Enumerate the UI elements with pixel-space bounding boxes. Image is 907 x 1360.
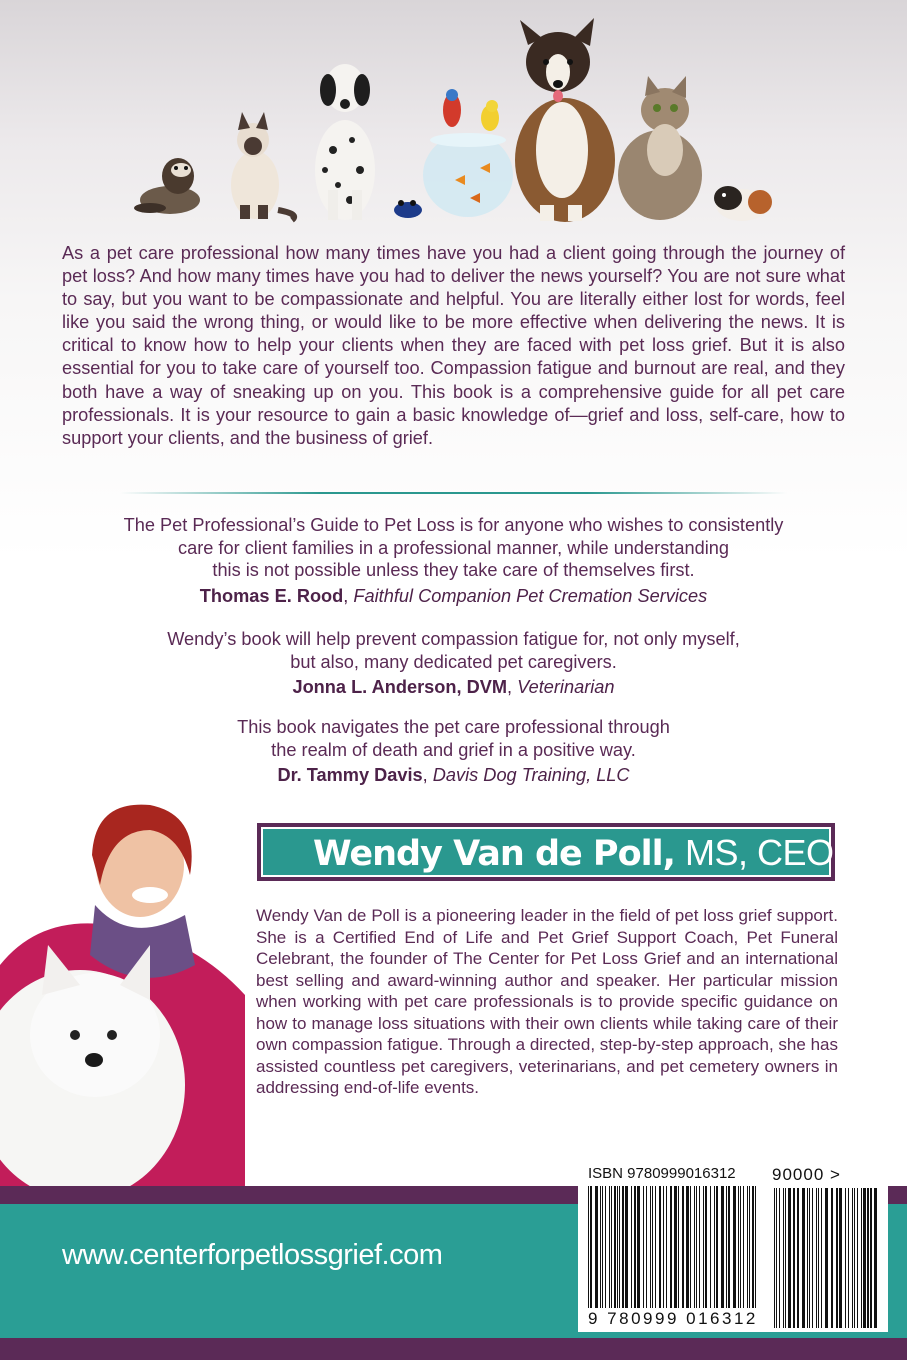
barcode-bar bbox=[740, 1186, 741, 1308]
footer-stripe-bottom bbox=[0, 1338, 907, 1360]
barcode-bar bbox=[818, 1188, 819, 1328]
barcode-bar bbox=[622, 1186, 624, 1308]
barcode-bar bbox=[611, 1186, 612, 1308]
barcode-bar bbox=[870, 1188, 872, 1328]
barcode-bar bbox=[703, 1186, 704, 1308]
isbn-label: ISBN 9780999016312 bbox=[588, 1165, 736, 1182]
barcode-bar bbox=[655, 1186, 656, 1308]
barcode-bar bbox=[852, 1188, 853, 1328]
testimonial-line: This book navigates the pet care professional through bbox=[237, 717, 670, 737]
barcode-bar bbox=[714, 1186, 715, 1308]
testimonial-anderson bbox=[40, 628, 867, 699]
author-name-banner bbox=[257, 823, 854, 881]
barcode-bar bbox=[839, 1188, 842, 1328]
barcode-bar bbox=[721, 1186, 724, 1308]
siamese-cat-illustration bbox=[231, 112, 294, 220]
barcode-bar bbox=[749, 1186, 750, 1308]
barcode-bar bbox=[807, 1188, 808, 1328]
tabby-cat-illustration bbox=[618, 76, 702, 220]
barcode-bar bbox=[670, 1186, 672, 1308]
author-bio: Wendy Van de Poll is a pioneering leader in the field of pet loss grief support. She is a Certified End of Life and Pet Grief Support Coach, Pet Funeral Celebrant, the founder of The Center for Pet Loss Grief and an international best selling and award-winning author and speaker. Her particular mission when working with pet care professionals is to provide specific guidance on how to manage loss situations with their own clients while taking care of their own compassion fatigue. Through a directed, step-by-step approach, she has assisted countless pet caregivers, veterinarians, and pet cemetery owners in addressing end-of-life events. bbox=[256, 906, 838, 1097]
barcode-bar bbox=[785, 1188, 786, 1328]
pet-illustration bbox=[0, 0, 907, 235]
barcode-bars bbox=[578, 1162, 888, 1332]
testimonial-attribution: Thomas E. Rood, Faithful Companion Pet Cremation Services bbox=[199, 585, 708, 606]
price-code: 90000 > bbox=[772, 1165, 841, 1184]
barcode-bar bbox=[797, 1188, 799, 1328]
barcode-bar bbox=[617, 1186, 618, 1308]
barcode-bar bbox=[812, 1188, 813, 1328]
testimonial-line: but also, many dedicated pet caregivers. bbox=[290, 651, 617, 672]
barcode-bar bbox=[605, 1186, 606, 1308]
testimonial-author: Jonna L. Anderson, DVM bbox=[292, 677, 508, 698]
barcode-bar bbox=[686, 1186, 689, 1308]
barcode-bar bbox=[788, 1188, 791, 1328]
author-credentials: MS, CEOL bbox=[685, 832, 854, 873]
barcode-bar bbox=[619, 1186, 620, 1308]
guinea-pig-illustration bbox=[714, 186, 772, 221]
testimonial-affiliation: Faithful Companion Pet Cremation Services bbox=[353, 585, 708, 606]
barcode-bar bbox=[643, 1186, 644, 1308]
testimonial-davis bbox=[40, 716, 867, 787]
barcode-bar bbox=[728, 1186, 730, 1308]
testimonial-attribution: Jonna L. Anderson, DVM, Veterinarian bbox=[292, 677, 615, 698]
barcode-bar bbox=[609, 1186, 610, 1308]
barcode-digits: 9 780999 016312 bbox=[588, 1309, 758, 1328]
barcode-bar bbox=[857, 1188, 858, 1328]
testimonial-line: the realm of death and grief in a positive way. bbox=[271, 739, 636, 760]
barcode-bar bbox=[663, 1186, 664, 1308]
barcode-bar bbox=[809, 1188, 810, 1328]
barcode-bar bbox=[690, 1186, 691, 1308]
barcode-bar bbox=[682, 1186, 684, 1308]
barcode-bar bbox=[733, 1186, 736, 1308]
barcode-bar bbox=[874, 1188, 877, 1328]
testimonial-affiliation: Davis Dog Training, LLC bbox=[432, 765, 630, 786]
barcode-bar bbox=[588, 1186, 589, 1308]
barcode-bar bbox=[600, 1186, 601, 1308]
barcode-bar bbox=[637, 1186, 640, 1308]
barcode-bar bbox=[752, 1186, 754, 1308]
barcode-bar bbox=[747, 1186, 748, 1308]
testimonial-line: The Pet Professional’s Guide to Pet Loss is for anyone who wishes to consistently bbox=[123, 515, 784, 535]
barcode-bar bbox=[861, 1188, 862, 1328]
barcode-bar bbox=[659, 1186, 661, 1308]
barcode-bar bbox=[854, 1188, 855, 1328]
barcode-bar bbox=[705, 1186, 707, 1308]
ferret-illustration bbox=[134, 158, 200, 214]
barcode-bar bbox=[710, 1186, 711, 1308]
barcode-bar bbox=[845, 1188, 846, 1328]
fishbowl-illustration bbox=[423, 89, 513, 217]
author-name-text: Wendy Van de Poll, bbox=[313, 834, 675, 874]
barcode-bar bbox=[650, 1186, 651, 1308]
barcode-bar bbox=[867, 1188, 869, 1328]
barcode-bar bbox=[793, 1188, 795, 1328]
barcode-bar bbox=[825, 1188, 828, 1328]
barcode-bar bbox=[634, 1186, 636, 1308]
testimonial-author: Dr. Tammy Davis bbox=[277, 765, 423, 786]
sheltie-dog-illustration bbox=[515, 18, 615, 222]
testimonial-author: Thomas E. Rood bbox=[199, 585, 344, 606]
barcode-bar bbox=[821, 1188, 822, 1328]
barcode-bar bbox=[666, 1186, 667, 1308]
testimonial-line: this is not possible unless they take care of themselves first. bbox=[212, 560, 695, 581]
barcode-bar bbox=[863, 1188, 866, 1328]
barcode-bar bbox=[625, 1186, 628, 1308]
barcode-bar bbox=[699, 1186, 700, 1308]
barcode-bar bbox=[595, 1186, 598, 1308]
barcode-bar bbox=[614, 1186, 616, 1308]
barcode-bar bbox=[743, 1186, 744, 1308]
frog-illustration bbox=[394, 200, 422, 218]
dalmatian-illustration bbox=[315, 64, 375, 220]
author-portrait bbox=[0, 795, 250, 1195]
website-link[interactable]: www.centerforpetlossgrief.com bbox=[62, 1239, 443, 1271]
barcode-bar bbox=[646, 1186, 647, 1308]
barcode-bar bbox=[755, 1186, 756, 1308]
barcode-bar bbox=[783, 1188, 784, 1328]
barcode-bar bbox=[774, 1188, 775, 1328]
section-divider bbox=[120, 492, 787, 494]
barcode-bar bbox=[716, 1186, 718, 1308]
testimonial-attribution: Dr. Tammy Davis, Davis Dog Training, LLC bbox=[277, 765, 630, 786]
testimonial-rood bbox=[40, 514, 867, 607]
barcode-bar bbox=[602, 1186, 603, 1308]
barcode-bar bbox=[590, 1186, 592, 1308]
barcode-bar bbox=[776, 1188, 777, 1328]
barcode-bar bbox=[674, 1186, 677, 1308]
barcode-bar bbox=[696, 1186, 697, 1308]
barcode-bar bbox=[726, 1186, 727, 1308]
author-name bbox=[313, 833, 853, 874]
barcode-bar bbox=[652, 1186, 653, 1308]
testimonial-line: care for client families in a professional manner, while understanding bbox=[178, 537, 729, 558]
barcode-bar bbox=[836, 1188, 838, 1328]
intro-paragraph: As a pet care professional how many times have you had a client going through the journey of pet loss? And how many times have you had to deliver the news yourself? You are not sure what to say, but you want to be compassionate and helpful. You are literally either lost for words, feel like you said the wrong thing, or would like to be more effective when delivering the news. It is critical to know how to help your clients when they are faced with pet loss grief. But it is also essential for you to take care of yourself too. Compassion fatigue and burnout are real, and they both have a way of sneaking up on you. This book is a comprehensive guide for all pet care professionals. It is your resource to gain a basic knowledge of—grief and loss, self-care, how to support your clients, and the business of grief. bbox=[62, 243, 845, 448]
barcode-bar bbox=[831, 1188, 833, 1328]
barcode-bar bbox=[779, 1188, 780, 1328]
barcode-bar bbox=[631, 1186, 632, 1308]
barcode-bar bbox=[694, 1186, 695, 1308]
barcode-bar bbox=[802, 1188, 805, 1328]
barcode-bar bbox=[738, 1186, 739, 1308]
barcode-bar bbox=[816, 1188, 817, 1328]
barcode-bar bbox=[678, 1186, 679, 1308]
isbn-barcode bbox=[578, 1162, 888, 1332]
testimonial-affiliation: Veterinarian bbox=[517, 677, 615, 698]
barcode-bar bbox=[848, 1188, 849, 1328]
testimonial-line: Wendy’s book will help prevent compassion fatigue for, not only myself, bbox=[167, 629, 740, 649]
